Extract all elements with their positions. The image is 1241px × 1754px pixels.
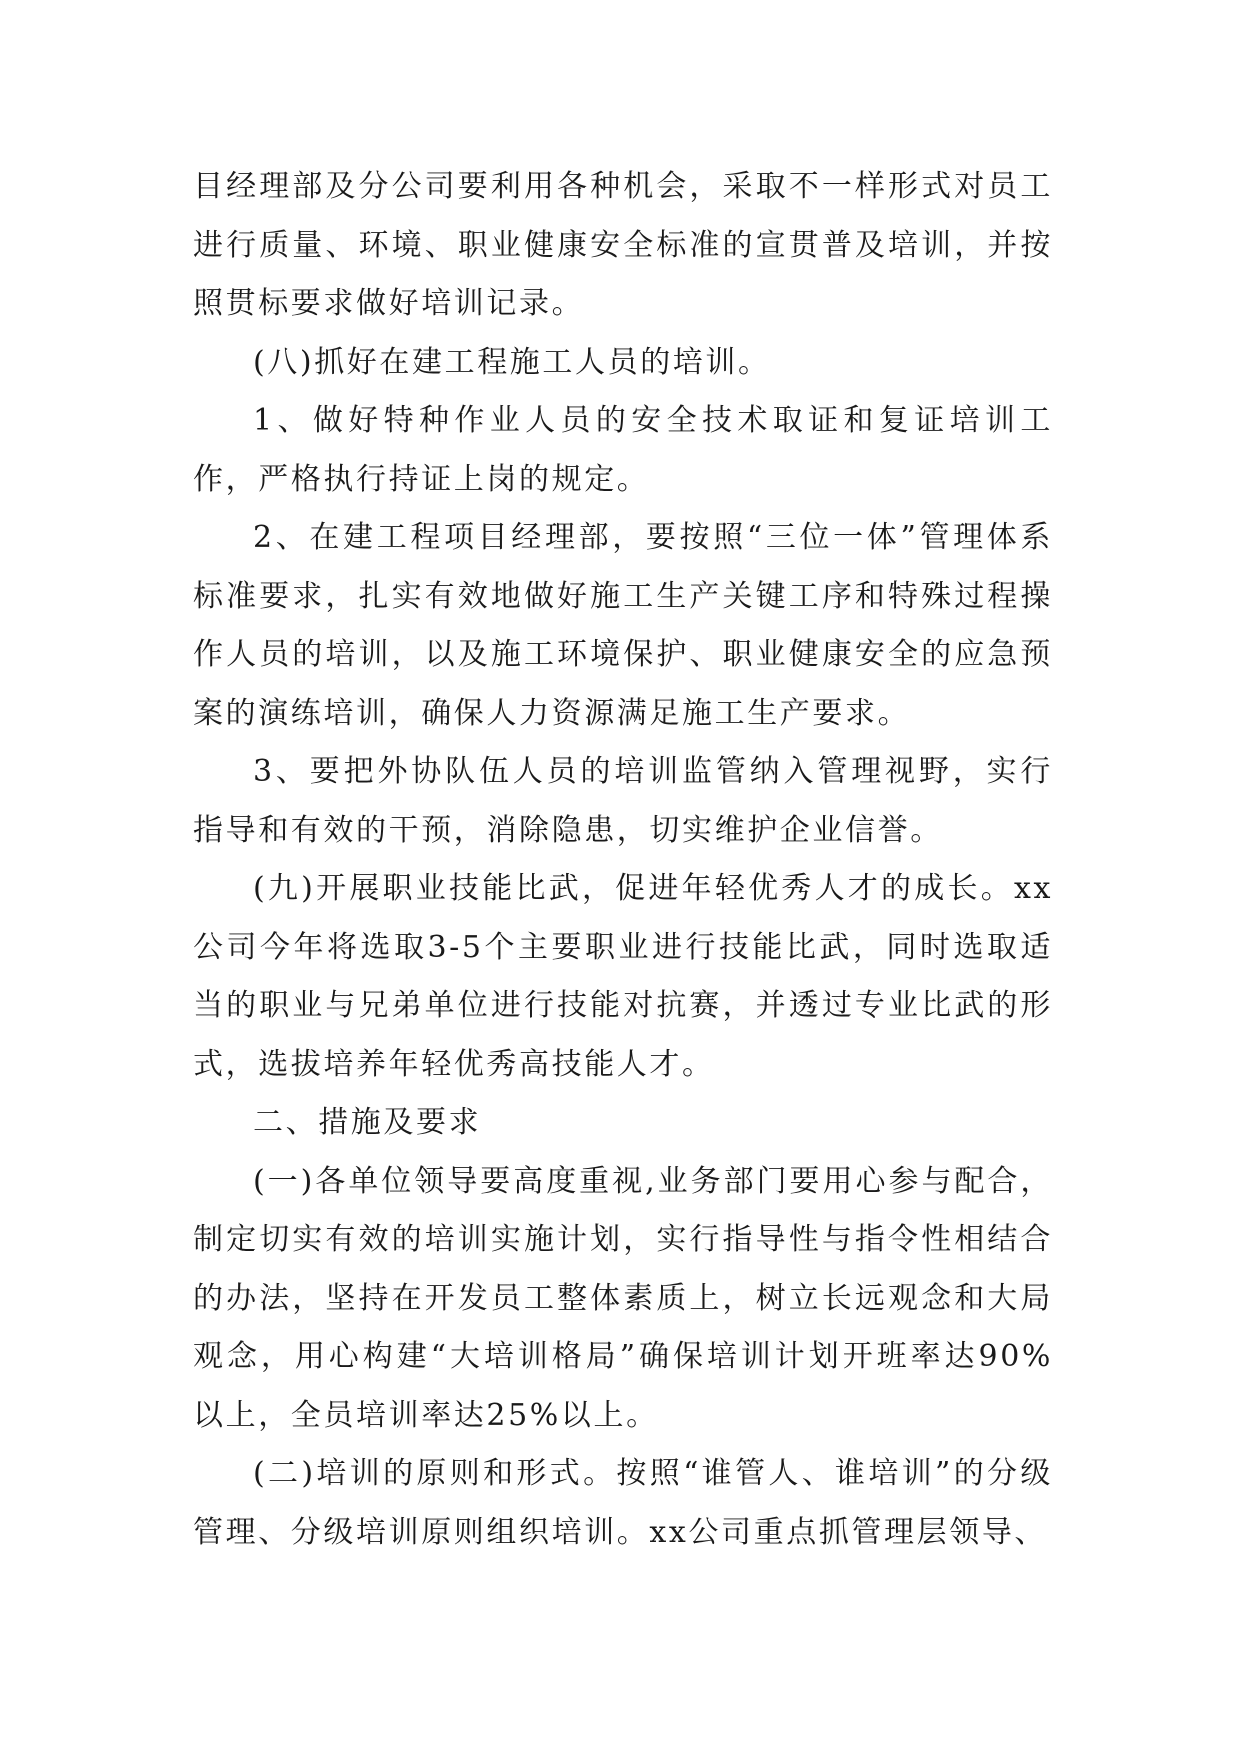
heading-measures: 二、措施及要求 bbox=[253, 1105, 482, 1140]
paragraph-section-nine: (九)开展职业技能比武，促进年轻优秀人才的成长。xx公司今年将选取3-5个主要职业进行技能比武，同时选取适当的职业与兄弟单位进行技能对抗赛，并透过专业比武的形式，选拔培养年轻优秀高技能人才。 bbox=[193, 871, 1053, 1082]
paragraph-item-2: 2、在建工程项目经理部，要按照“三位一体”管理体系标准要求，扎实有效地做好施工生产关键工序和特殊过程操作人员的培训，以及施工环境保护、职业健康安全的应急预案的演练培训，确保人力资源满足施工生产要求。 bbox=[193, 520, 1053, 731]
paragraph-item-1: 1、做好特种作业人员的安全技术取证和复证培训工作，严格执行持证上岗的规定。 bbox=[193, 403, 1053, 497]
paragraph-section-eight: (八)抓好在建工程施工人员的培训。 bbox=[253, 344, 771, 380]
body-text bbox=[193, 158, 1053, 1562]
paragraph-continued: 目经理部及分公司要利用各种机会，采取不一样形式对员工进行质量、环境、职业健康安全标准的宣贯普及培训，并按照贯标要求做好培训记录。 bbox=[193, 169, 1053, 321]
paragraph-measure-two: (二)培训的原则和形式。按照“谁管人、谁培训”的分级管理、分级培训原则组织培训。xx公司重点抓管理层领导、 bbox=[193, 1456, 1053, 1550]
paragraph-measure-one: (一)各单位领导要高度重视,业务部门要用心参与配合，制定切实有效的培训实施计划，实行指导性与指令性相结合的办法，坚持在开发员工整体素质上，树立长远观念和大局观念，用心构建“大培训格局”确保培训计划开班率达90%以上，全员培训率达25%以上。 bbox=[193, 1163, 1053, 1433]
paragraph-item-3: 3、要把外协队伍人员的培训监管纳入管理视野，实行指导和有效的干预，消除隐患，切实维护企业信誉。 bbox=[193, 754, 1053, 848]
